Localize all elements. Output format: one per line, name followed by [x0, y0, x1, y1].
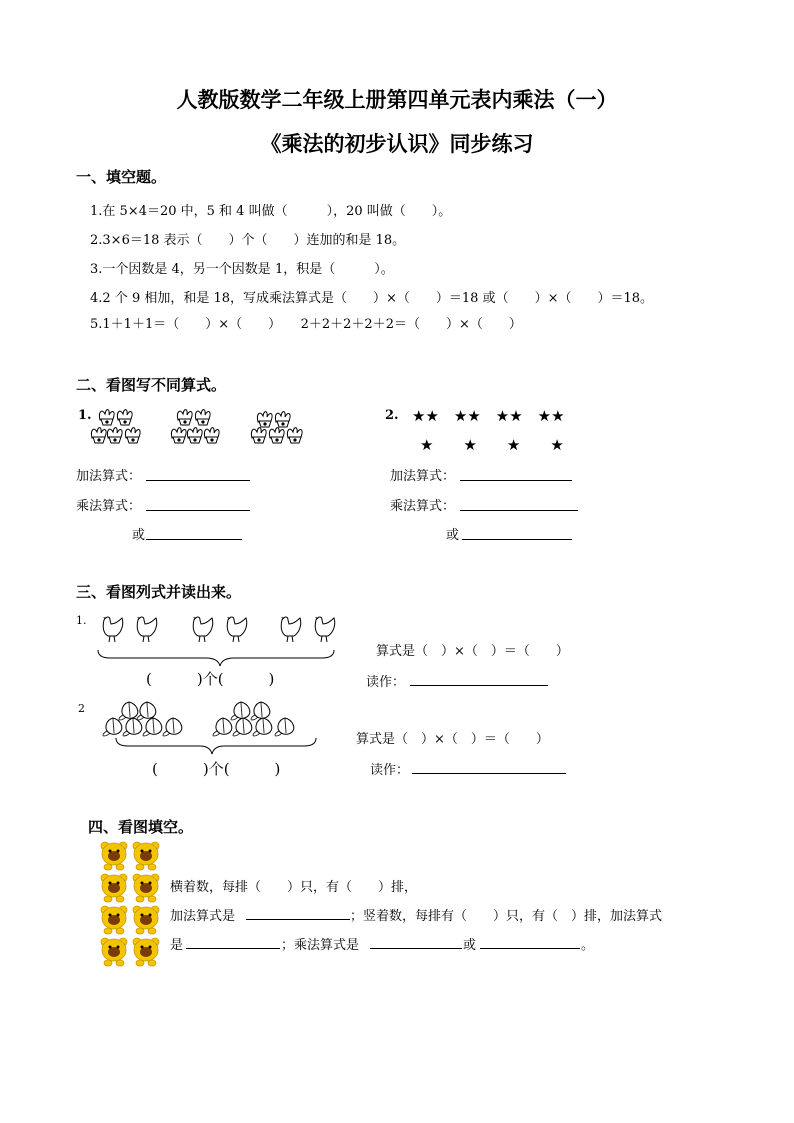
potted-plants-image: [88, 404, 310, 448]
s1-question-4: 4.2 个 9 相加，和是 18，写成乘法算式是（ ）×（ ）＝18 或（ ）×（ ）＝18。: [90, 291, 654, 306]
s2-p1-or-blank[interactable]: [146, 539, 242, 540]
s2-p1-or-label: 或: [132, 528, 146, 543]
s2-p2-or-blank[interactable]: [462, 539, 572, 540]
s1-question-3: 3.一个因数是 4，另一个因数是 1，积是（ ）。: [90, 262, 394, 277]
s3-p2-read-label: 读作：: [370, 763, 410, 778]
stars-bottom-row: ★ ★ ★ ★: [420, 436, 564, 454]
s4-period: 。: [581, 938, 595, 953]
s3-problem2-number: 2: [78, 702, 85, 715]
page-title: 人教版数学二年级上册第四单元表内乘法（一）: [176, 87, 618, 112]
section1-heading: 一、填空题。: [76, 168, 167, 186]
s4-add-blank-vertical[interactable]: [186, 948, 280, 949]
roosters-image: [96, 612, 344, 672]
s3-p1-brace-blanks[interactable]: ( )个( ): [146, 670, 275, 688]
s4-line1[interactable]: 横着数，每排（ ）只，有（ ）排，: [170, 880, 418, 895]
s3-p1-formula[interactable]: 算式是（ ）×（ ）＝（ ）: [376, 644, 569, 659]
s1-question-2: 2.3×6＝18 表示（ ）个（ ）连加的和是 18。: [90, 233, 406, 248]
s2-p2-mul-blank[interactable]: [460, 510, 578, 511]
s2-p2-add-blank[interactable]: [460, 480, 572, 481]
section3-heading: 三、看图列式并读出来。: [76, 583, 242, 601]
s4-line2-start: 加法算式是: [170, 909, 236, 924]
s2-p1-mul-label: 乘法算式：: [76, 499, 142, 514]
s3-p2-read-blank[interactable]: [412, 773, 566, 774]
stars-top-row: ★★ ★★ ★★ ★★: [412, 407, 565, 425]
s1-question-5: 5.1＋1＋1＝（ ）×（ ） 2＋2＋2＋2＋2＝（ ）×（ ）: [90, 317, 522, 332]
s2-problem1-number: 1.: [78, 408, 92, 423]
s4-line2-rest[interactable]: ；竖着数，每排有（ ）只，有（ ）排，加法算式: [350, 909, 663, 924]
s4-mul-label: ；乘法算式是: [281, 938, 360, 953]
section4-heading: 四、看图填空。: [88, 818, 194, 836]
s3-p1-read-label: 读作：: [366, 675, 406, 690]
peaches-image: [96, 698, 322, 760]
page-subtitle: 《乘法的初步认识》同步练习: [260, 131, 534, 156]
s3-problem1-number: 1.: [76, 614, 87, 627]
section2-heading: 二、看图写不同算式。: [76, 376, 227, 394]
s4-add-blank-horizontal[interactable]: [246, 919, 350, 920]
bears-image: [98, 840, 164, 970]
s2-problem2-number: 2.: [385, 408, 399, 423]
s2-p2-add-label: 加法算式：: [390, 469, 456, 484]
s1-question-1: 1.在 5×4＝20 中，5 和 4 叫做（ ），20 叫做（ ）。: [90, 204, 452, 219]
s3-p1-read-blank[interactable]: [410, 685, 548, 686]
s2-p1-add-label: 加法算式：: [76, 469, 142, 484]
s2-p2-or-label: 或: [446, 528, 460, 543]
s4-or-label: 或: [463, 938, 477, 953]
s2-p1-add-blank[interactable]: [146, 480, 250, 481]
s2-p1-mul-blank[interactable]: [146, 510, 250, 511]
s4-line3-start: 是: [170, 938, 184, 953]
s3-p2-formula[interactable]: 算式是（ ）×（ ）＝（ ）: [356, 732, 549, 747]
s2-p2-mul-label: 乘法算式：: [390, 499, 456, 514]
s4-mul-blank-2[interactable]: [480, 948, 580, 949]
s4-mul-blank-1[interactable]: [370, 948, 462, 949]
s3-p2-brace-blanks[interactable]: ( )个( ): [152, 760, 281, 778]
